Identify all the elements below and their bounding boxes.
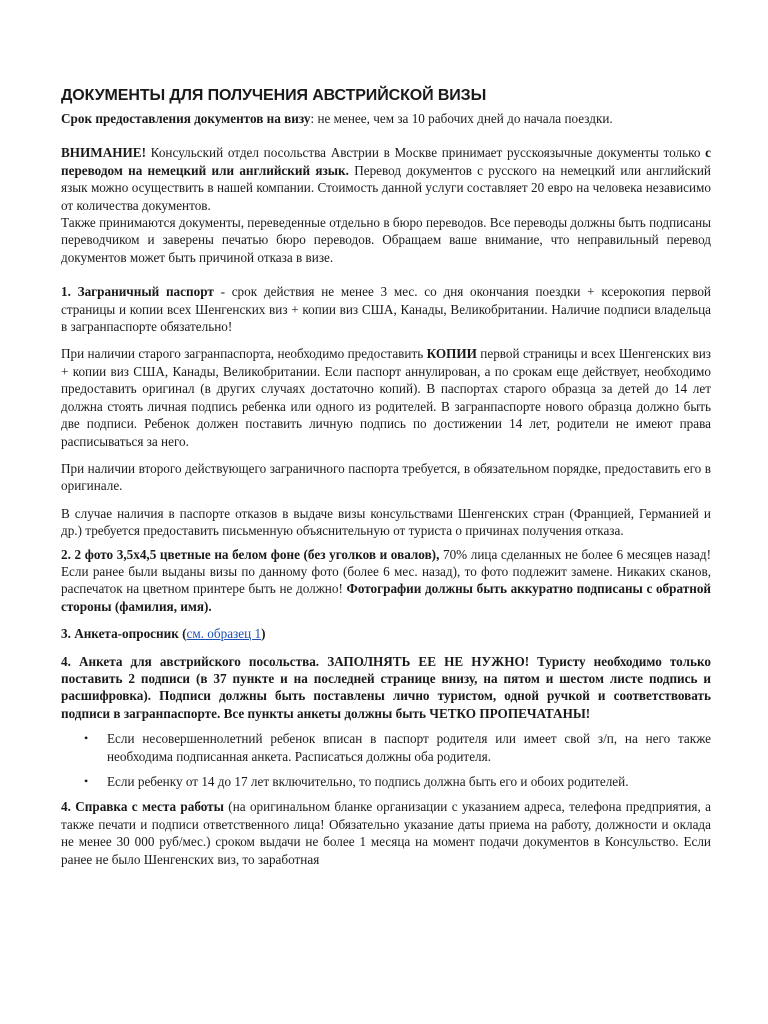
item-1-label: 1. Заграничный паспорт xyxy=(61,284,214,300)
bullet-icon: • xyxy=(84,731,89,746)
old-passport-bold: КОПИИ xyxy=(426,346,477,362)
item-1-text: - срок действия не менее 3 мес. со дня окончания поездки + ксерокопия первой страницы и копии всех Шенгенских виз + копии виз США, Канады, Великобритании. Наличие подписи владельца в загранпаспорте обязательно! xyxy=(61,284,711,335)
old-passport-text-2: первой страницы и всех Шенгенских виз + копии виз США, Канады, Великобритании. Если паспорт аннулирован, а по срокам еще действует, необходимо предоставить оригинал (в других случаях достаточно копий). В паспортах старого образца за детей до 14 лет должна стоять личная подпись ребенка или одного из родителей. В загранпаспорте нового образца должно быть две подписи. Ребенок должен поставить личную подпись по достижении 14 лет, родители не имеют права расписываться за него. xyxy=(61,346,712,449)
second-passport-paragraph: При наличии второго действующего заграничного паспорта требуется, в обязательном порядке, предоставить его в оригинале. xyxy=(61,460,711,494)
attention-bold: с переводом на немецкий или английский язык. xyxy=(61,145,711,178)
document-page xyxy=(61,86,711,868)
item-3-label: 3. Анкета-опросник ( xyxy=(61,626,187,642)
item-2-label: 2. 2 фото 3,5х4,5 цветные на белом фоне (без уголков и овалов), xyxy=(61,546,440,562)
attention-text-2: Перевод документов с русского на немецкий или английский язык можно осуществить в нашей компании. Стоимость данной услуги составляет 20 евро на человека независимо от количества документов. xyxy=(61,162,711,213)
item-5-text: (на оригинальном бланке организации с указанием адреса, телефона предприятия, а также печати и подписи ответственного лица! Обязательно указание даты приема на работу, должности и оклада не менее 30 000 руб/мес.) сроком выдачи не более 1 месяца на момент подачи документов в Консульство. Если ранее не было Шенгенских виз, то заработная xyxy=(61,799,711,867)
item-3-questionnaire xyxy=(61,625,711,642)
deadline-paragraph xyxy=(61,110,711,127)
item-5-employment xyxy=(61,798,711,868)
deadline-label: Срок предоставления документов на визу xyxy=(61,111,311,126)
item-5-label: 4. Справка с места работы xyxy=(61,799,224,815)
old-passport-paragraph xyxy=(61,345,711,449)
item-3-close: ) xyxy=(261,626,266,642)
bullet-text: Если несовершеннолетний ребенок вписан в паспорт родителя или имеет свой з/п, на него также необходима подписанная анкета. Расписаться должны оба родителя. xyxy=(107,731,711,764)
item-4-embassy-form xyxy=(61,653,711,723)
attention-paragraph xyxy=(61,144,711,214)
bullet-icon: • xyxy=(84,774,89,788)
item-1-passport xyxy=(61,283,711,335)
bullet-text: Если ребенку от 14 до 17 лет включительно, то подпись должна быть его и обоих родителей. xyxy=(107,774,629,789)
deadline-text: : не менее, чем за 10 рабочих дней до начала поездки. xyxy=(310,111,613,126)
sample-1-link[interactable]: см. образец 1 xyxy=(186,626,262,642)
attention-text-1: Консульский отдел посольства Австрии в Москве принимает русскоязычные документы только xyxy=(146,145,706,161)
item-2-bold-end: Фотографии должны быть аккуратно подписаны с обратной стороны (фамилия, имя). xyxy=(61,581,712,614)
translations-paragraph: Также принимаются документы, переведенные отдельно в бюро переводов. Все переводы должны быть подписаны переводчиком и заверены печатью бюро переводов. Обращаем ваше внимание, что неправильный перевод документов может быть причиной отказа в визе. xyxy=(61,215,711,265)
item-4-text: 4. Анкета для австрийского посольства. ЗАПОЛНЯТЬ ЕЕ НЕ НУЖНО! Туристу необходимо только поставить 2 подписи (в 37 пункте и на последней странице внизу, на пятом и шестом листе подпись и расшифровка). Подписи должны быть поставлены лично туристом, одной ручкой и соответствовать подписи в загранпаспорте. Все пункты анкеты должны быть ЧЕТКО ПРОПЕЧАТАНЫ! xyxy=(61,653,711,721)
item-2-text: 70% лица сделанных не более 6 месяцев назад! Если ранее были выданы визы по данному фото (более 6 мес. назад), то фото подлежит замене. Никаких сканов, распечаток на цветном принтере быть не должно! xyxy=(61,546,711,597)
item-4-bullets xyxy=(61,730,711,790)
page-title: ДОКУМЕНТЫ ДЛЯ ПОЛУЧЕНИЯ АВСТРИЙСКОЙ ВИЗЫ xyxy=(61,87,487,104)
refusals-paragraph: В случае наличия в паспорте отказов в выдаче визы консульствами Шенгенских стран (Францией, Германией и др.) требуется предоставить письменную объяснительную от туриста о причинах получения отказа. xyxy=(61,505,711,539)
list-item xyxy=(61,730,711,765)
attention-label: ВНИМАНИЕ! xyxy=(61,145,146,161)
list-item xyxy=(61,773,711,790)
old-passport-text-1: При наличии старого загранпаспорта, необходимо предоставить xyxy=(61,346,427,362)
item-2-photo xyxy=(61,546,711,616)
